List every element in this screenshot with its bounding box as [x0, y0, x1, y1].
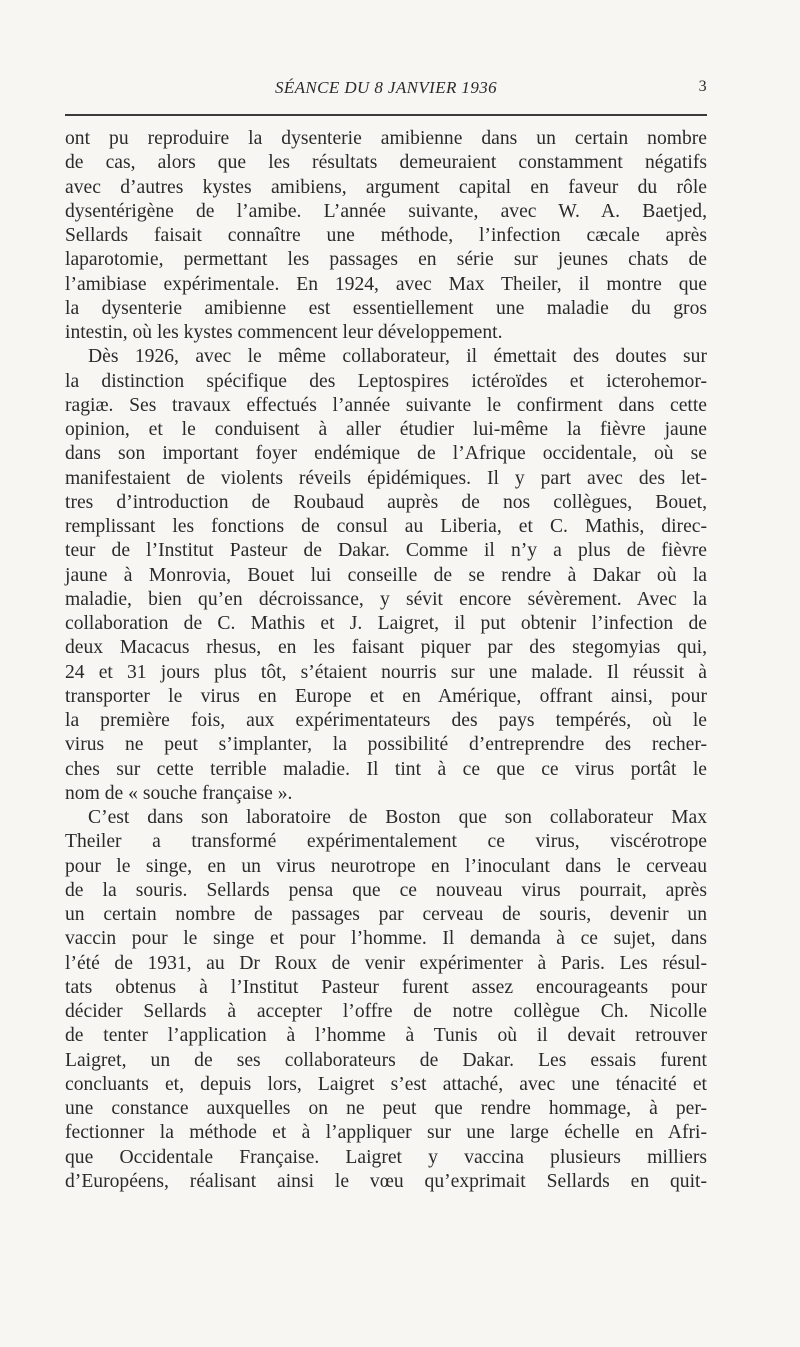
text-line: fectionner la méthode et à l’appliquer sur une large échelle en Afri-	[65, 1122, 707, 1144]
text-line: C’est dans son laboratoire de Boston que son collaborateur Max	[88, 807, 707, 828]
text-line: Sellards faisait connaître une méthode, l’infection cæcale après	[65, 225, 707, 246]
text-line: nom de « souche française ».	[65, 782, 293, 804]
text-line: de cas, alors que les résultats demeuraient constamment négatifs	[65, 152, 707, 174]
document-page	[65, 78, 707, 1194]
body-text	[65, 127, 707, 1194]
text-line: 24 et 31 jours plus tôt, s’étaient nourris sur une malade. Il réussit à	[65, 661, 707, 683]
text-line: dans son important foyer endémique de l’Afrique occidentale, où se	[65, 443, 707, 465]
text-line: Theiler a transformé expérimentalement ce virus, viscérotrope	[65, 831, 707, 853]
text-line: jaune à Monrovia, Bouet lui conseille de se rendre à Dakar où la	[65, 564, 707, 586]
text-line: tats obtenus à l’Institut Pasteur furent assez encourageants pour	[65, 976, 707, 998]
text-line: ragiæ. Ses travaux effectués l’année suivante le confirment dans cette	[65, 394, 707, 416]
text-line: Laigret, un de ses collaborateurs de Dakar. Les essais furent	[65, 1049, 707, 1071]
page-number: 3	[698, 78, 707, 95]
text-line: l’amibiase expérimentale. En 1924, avec Max Theiler, il montre que	[65, 273, 707, 295]
text-line: deux Macacus rhesus, en les faisant piquer par des stegomyias qui,	[65, 637, 707, 659]
text-line: maladie, bien qu’en décroissance, y sévit encore sévèrement. Avec la	[65, 588, 707, 610]
text-line: remplissant les fonctions de consul au Liberia, et C. Mathis, direc-	[65, 516, 707, 537]
text-line: virus ne peut s’implanter, la possibilité d’entreprendre des recher-	[65, 734, 707, 756]
text-line: intestin, où les kystes commencent leur développement.	[65, 322, 503, 343]
text-line: que Occidentale Française. Laigret y vaccina plusieurs milliers	[65, 1146, 707, 1168]
text-line: la dysenterie amibienne est essentiellement une maladie du gros	[65, 297, 707, 319]
text-line: vaccin pour le singe et pour l’homme. Il demanda à ce sujet, dans	[65, 928, 707, 950]
text-line: collaboration de C. Mathis et J. Laigret, il put obtenir l’infection de	[65, 613, 707, 634]
text-line: la distinction spécifique des Leptospires ictéroïdes et icterohemor-	[65, 370, 707, 392]
running-header	[65, 78, 707, 104]
text-line: concluants et, depuis lors, Laigret s’est attaché, avec une ténacité et	[65, 1073, 707, 1095]
text-line: décider Sellards à accepter l’offre de notre collègue Ch. Nicolle	[65, 1001, 707, 1022]
text-line: une constance auxquelles on ne peut que rendre hommage, à per-	[65, 1098, 707, 1119]
text-line: tres d’introduction de Roubaud auprès de nos collègues, Bouet,	[65, 491, 707, 513]
text-line: manifestaient de violents réveils épidémiques. Il y part avec des let-	[65, 467, 707, 489]
text-line: teur de l’Institut Pasteur de Dakar. Comme il n’y a plus de fièvre	[65, 540, 707, 562]
text-line: dysentérigène de l’amibe. L’année suivante, avec W. A. Baetjed,	[65, 200, 707, 222]
text-line: ches sur cette terrible maladie. Il tint à ce que ce virus portât le	[65, 758, 707, 780]
text-line: pour le singe, en un virus neurotrope en l’inoculant dans le cerveau	[65, 855, 707, 877]
text-line: ont pu reproduire la dysenterie amibienne dans un certain nombre	[65, 128, 707, 149]
text-line: un certain nombre de passages par cerveau de souris, devenir un	[65, 904, 707, 925]
header-rule	[65, 114, 707, 116]
text-line: la première fois, aux expérimentateurs des pays tempérés, où le	[65, 710, 707, 731]
text-line: transporter le virus en Europe et en Amérique, offrant ainsi, pour	[65, 685, 707, 707]
text-line: de tenter l’application à l’homme à Tunis où il devait retrouver	[65, 1025, 707, 1047]
text-line: laparotomie, permettant les passages en série sur jeunes chats de	[65, 249, 707, 271]
text-line: l’été de 1931, au Dr Roux de venir expérimenter à Paris. Les résul-	[65, 952, 707, 974]
text-line: opinion, et le conduisent à aller étudier lui-même la fièvre jaune	[65, 419, 707, 440]
text-line: de la souris. Sellards pensa que ce nouveau virus pourrait, après	[65, 879, 707, 901]
text-line: Dès 1926, avec le même collaborateur, il émettait des doutes sur	[88, 346, 707, 368]
text-line: avec d’autres kystes amibiens, argument capital en faveur du rôle	[65, 176, 707, 198]
text-line: d’Européens, réalisant ainsi le vœu qu’exprimait Sellards en quit-	[65, 1170, 707, 1192]
header-title: SÉANCE DU 8 JANVIER 1936	[274, 78, 498, 97]
